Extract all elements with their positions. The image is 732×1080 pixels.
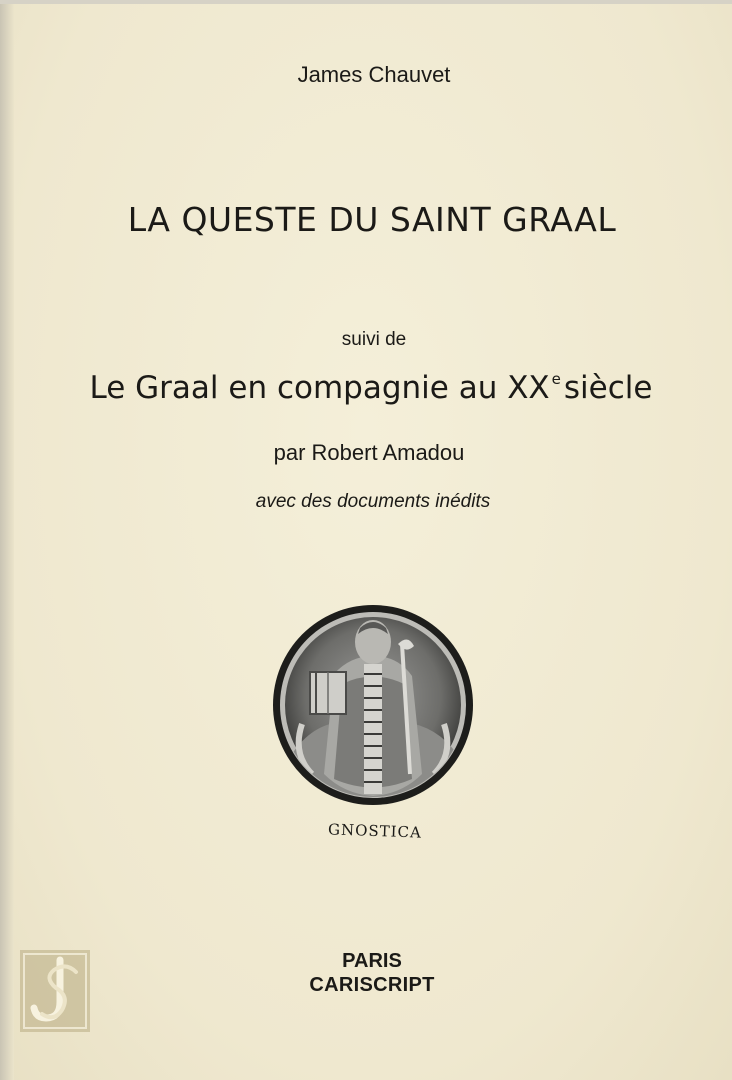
second-author: par Robert Amadou	[273, 440, 465, 465]
documents-note: avec des documents inédits	[255, 491, 491, 512]
subtitle-main: Le Graal en compagnie au XX	[89, 370, 550, 406]
subtitle-superscript: e	[551, 370, 561, 388]
cover-left-edge	[0, 0, 14, 1080]
cover-top-edge	[0, 0, 732, 4]
js-monogram-logo	[20, 950, 90, 1032]
seal-caption-text: GNOSTICA	[327, 820, 423, 842]
book-title: LA QUESTE DU SAINT GRAAL	[127, 200, 617, 239]
author-name: James Chauvet	[297, 62, 451, 87]
seal-caption	[300, 810, 450, 850]
medallion-seated-figure-icon	[272, 604, 474, 806]
book-subtitle	[5, 370, 732, 406]
subtitle-end: siècle	[563, 370, 653, 406]
connector-text: suivi de	[341, 329, 407, 350]
publisher-name: CARISCRIPT	[309, 974, 435, 996]
publisher-city: PARIS	[342, 950, 402, 972]
